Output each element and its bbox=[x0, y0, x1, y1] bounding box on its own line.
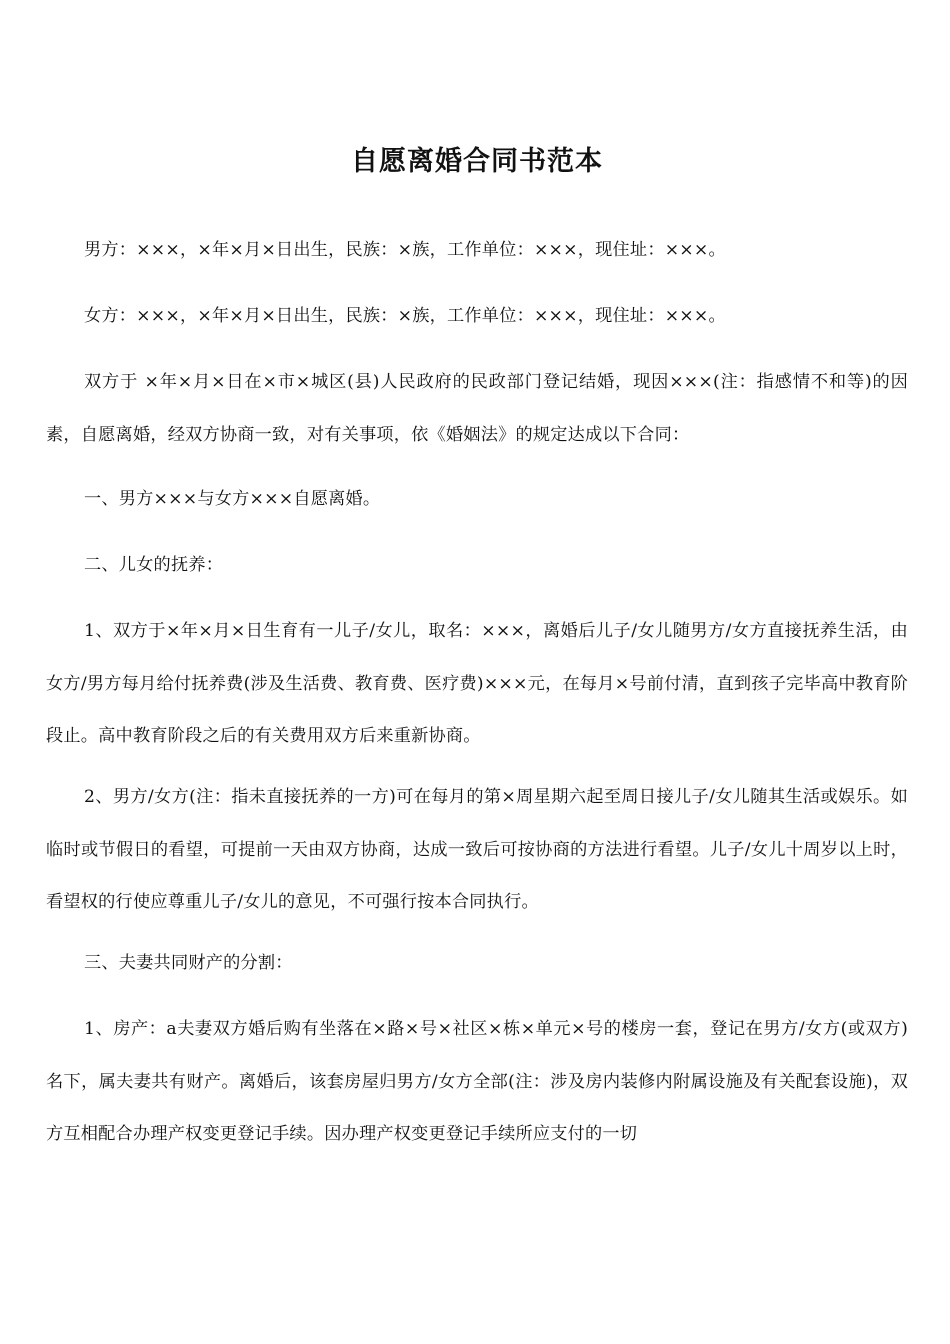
clause-3-item-1: 1、房产：a夫妻双方婚后购有坐落在×路×号×社区×栋×单元×号的楼房一套，登记在男方/女方(或双方)名下，属夫妻共有财产。离婚后，该套房屋归男方/女方全部(注：涉及房内装修内附属设施及有关配套设施)，双方互相配合办理产权变更登记手续。因办理产权变更登记手续所应支付的一切 bbox=[46, 1019, 908, 1144]
clause-3-heading: 三、夫妻共同财产的分割： bbox=[84, 953, 293, 973]
paragraph-preamble: 双方于 ×年×月×日在×市×城区(县)人民政府的民政部门登记结婚，现因×××(注：指感情不和等)的因素，自愿离婚，经双方协商一致，对有关事项，依《婚姻法》的规定达成以下合同： bbox=[46, 372, 908, 445]
clause-2-heading: 二、儿女的抚养： bbox=[84, 555, 224, 575]
clause-2-item-2: 2、男方/女方(注：指未直接抚养的一方)可在每月的第×周星期六起至周日接儿子/女儿随其生活或娱乐。如临时或节假日的看望，可提前一天由双方协商，达成一致后可按协商的方法进行看望。儿子/女儿十周岁以上时，看望权的行使应尊重儿子/女儿的意见，不可强行按本合同执行。 bbox=[46, 787, 908, 912]
paragraph-husband-info: 男方：×××，×年×月×日出生，民族：×族，工作单位：×××，现住址：×××。 bbox=[84, 240, 726, 260]
document-title: 自愿离婚合同书范本 bbox=[351, 146, 603, 177]
paragraph-wife-info: 女方：×××，×年×月×日出生，民族：×族，工作单位：×××，现住址：×××。 bbox=[84, 306, 726, 326]
clause-2-item-1: 1、双方于×年×月×日生育有一儿子/女儿，取名：×××，离婚后儿子/女儿随男方/女方直接抚养生活，由女方/男方每月给付抚养费(涉及生活费、教育费、医疗费)×××元，在每月×号前付清，直到孩子完毕高中教育阶段止。高中教育阶段之后的有关费用双方后来重新协商。 bbox=[46, 621, 908, 746]
clause-1-divorce: 一、男方×××与女方×××自愿离婚。 bbox=[84, 489, 381, 509]
